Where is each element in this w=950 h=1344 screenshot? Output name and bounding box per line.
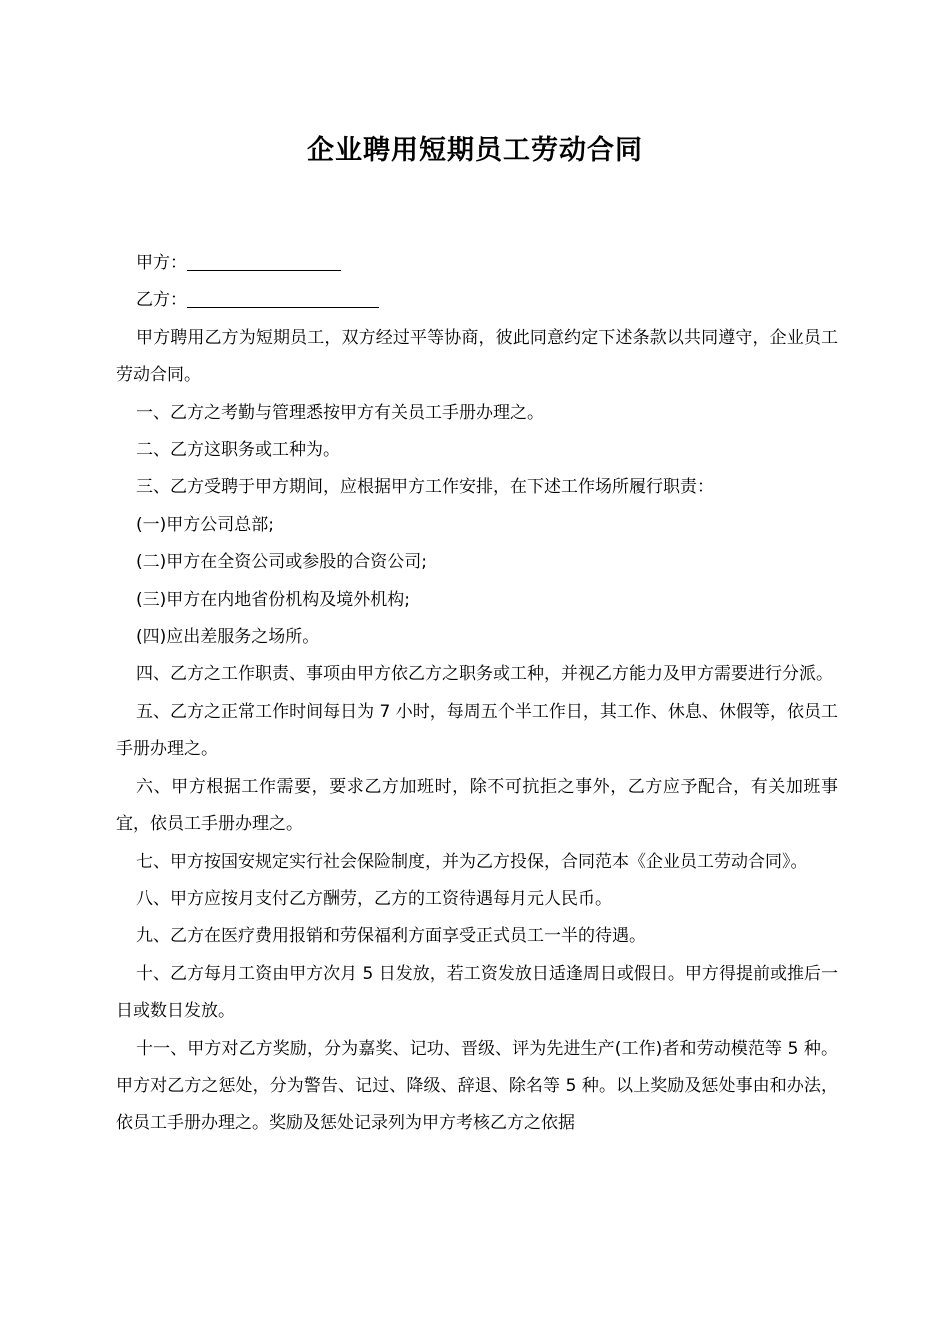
paragraph-clause-7: 七、甲方按国安规定实行社会保险制度，并为乙方投保，合同范本《企业员工劳动合同》。 [136, 851, 808, 872]
paragraph-clause-2: 二、乙方这职务或工种为。 [136, 440, 340, 461]
paragraph-intro: 甲方聘用乙方为短期员工，双方经过平等协商，彼此同意约定下述条款以共同遵守，企业员工劳动合同。 [116, 327, 838, 386]
party-a-blank [187, 250, 341, 271]
party-b-blank [187, 287, 379, 308]
paragraph-clause-9: 九、乙方在医疗费用报销和劳保福利方面享受正式员工一半的待遇。 [136, 926, 646, 947]
paragraph-clause-3-item-3: (三)甲方在内地省份机构及境外机构; [136, 589, 410, 610]
paragraph-clause-3-item-4: (四)应出差服务之场所。 [136, 627, 320, 648]
paragraph-clause-11: 十一、甲方对乙方奖励，分为嘉奖、记功、晋级、评为先进生产(工作)者和劳动模范等 5 种。甲方对乙方之惩处，分为警告、记过、降级、辞退、除名等 5 种。以上奖励及惩处事由和办法，依员工手册办理之。奖励及惩处记录列为甲方考核乙方之依据 [116, 1038, 838, 1134]
paragraph-clause-5: 五、乙方之正常工作时间每日为 7 小时，每周五个半工作日，其工作、休息、休假等，依员工手册办理之。 [116, 701, 838, 760]
paragraph-clause-10: 十、乙方每月工资由甲方次月 5 日发放，若工资发放日适逢周日或假日。甲方得提前或推后一日或数日发放。 [116, 963, 838, 1022]
document-body [116, 245, 838, 1143]
party-b-line [116, 282, 838, 319]
party-b-label: 乙方： [136, 290, 187, 311]
paragraph-clause-4: 四、乙方之工作职责、事项由甲方依乙方之职务或工种，并视乙方能力及甲方需要进行分派。 [136, 664, 833, 685]
paragraph-clause-8: 八、甲方应按月支付乙方酬劳，乙方的工资待遇每月元人民币。 [136, 888, 612, 909]
paragraph-clause-6: 六、甲方根据工作需要，要求乙方加班时，除不可抗拒之事外，乙方应予配合，有关加班事宜，依员工手册办理之。 [116, 776, 838, 835]
document-title: 企业聘用短期员工劳动合同 [307, 135, 643, 166]
party-a-label: 甲方： [136, 253, 187, 273]
paragraph-clause-1: 一、乙方之考勤与管理悉按甲方有关员工手册办理之。 [136, 402, 544, 423]
party-a-line [116, 245, 838, 282]
paragraph-clause-3-item-2: (二)甲方在全资公司或参股的合资公司; [136, 552, 427, 573]
paragraph-clause-3-item-1: (一)甲方公司总部; [136, 514, 274, 535]
paragraph-clause-3: 三、乙方受聘于甲方期间，应根据甲方工作安排，在下述工作场所履行职责： [136, 477, 714, 498]
